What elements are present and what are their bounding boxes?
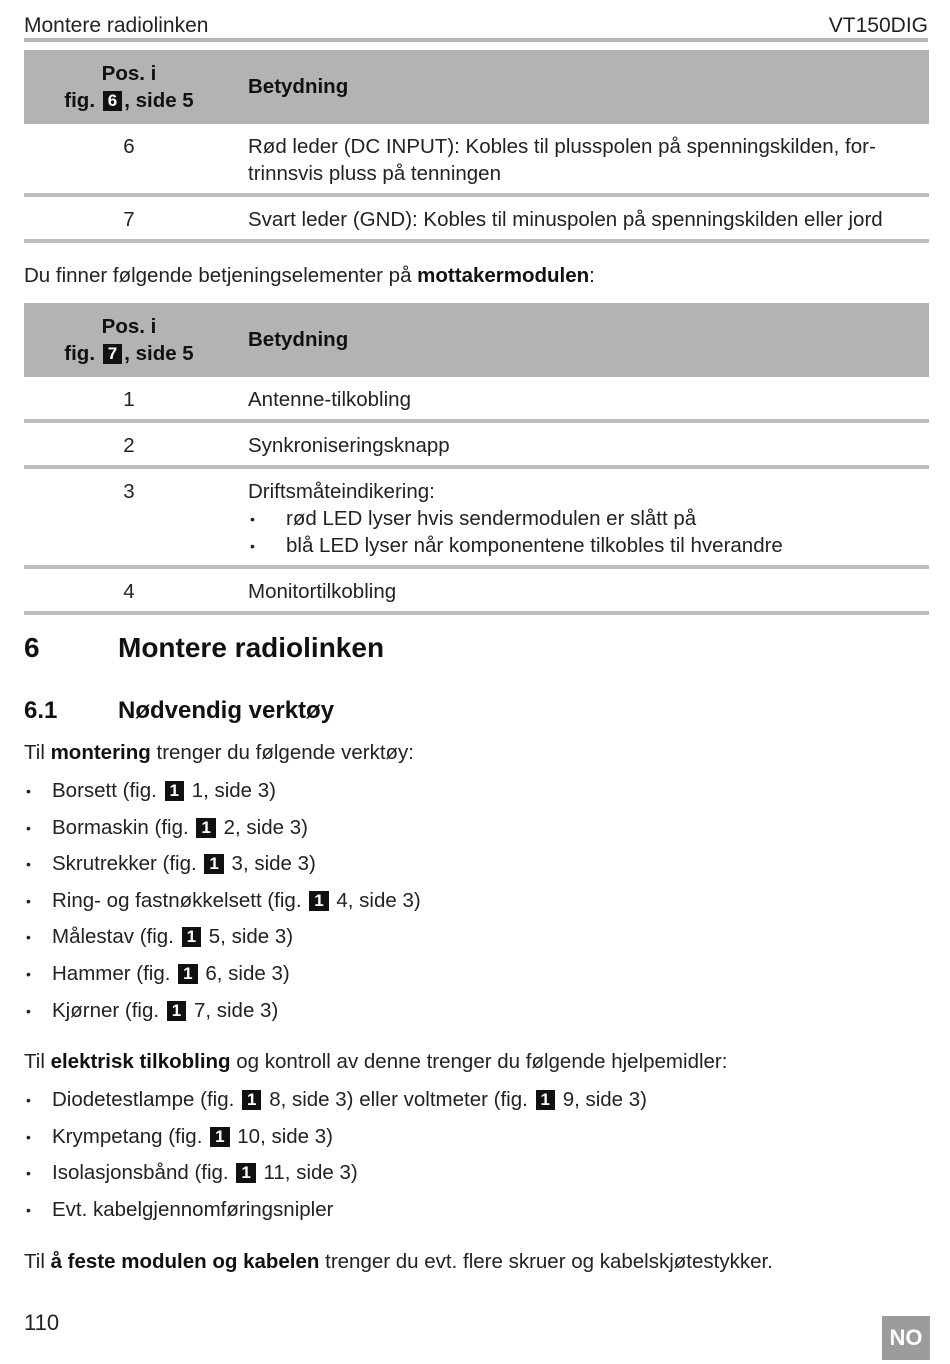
list-item: • Borsett (fig. 1 1, side 3) [24, 776, 421, 813]
table-receiver-elements [24, 303, 929, 615]
fig-ref-badge: 1 [204, 854, 223, 874]
list-item: • Bormaskin (fig. 1 2, side 3) [24, 813, 421, 850]
cell-pos: 2 [24, 421, 234, 467]
table-row [24, 567, 929, 613]
page-header [24, 8, 928, 38]
cell-desc: Svart leder (GND): Kobles til minuspolen på spenningskilden eller jord [234, 195, 929, 241]
subsection-heading [24, 697, 334, 725]
fig-ref-badge: 1 [182, 927, 201, 947]
cell-pos: 6 [24, 124, 234, 195]
elektrisk-paragraph: Til elektrisk tilkobling og kontroll av denne trenger du følgende hjelpemidler: [24, 1050, 728, 1073]
list-item: • rød LED lyser hvis sendermodulen er slått på [248, 505, 929, 532]
col-header-desc: Betydning [234, 50, 929, 124]
fig-ref-badge: 6 [103, 91, 122, 111]
table-row [24, 467, 929, 567]
cell-desc: Synkroniseringsknapp [234, 421, 929, 467]
section-title: Montere radiolinken [118, 632, 385, 663]
cell-desc: Monitortilkobling [234, 567, 929, 613]
indicator-list [248, 505, 929, 559]
table-row [24, 377, 929, 421]
col-header-pos: Pos. i fig. 7 , side 5 [24, 303, 234, 377]
header-chapter: Montere radiolinken [24, 14, 209, 37]
list-item: • Evt. kabelgjennomføringsnipler [24, 1195, 647, 1232]
section-number: 6 [24, 632, 40, 663]
fig-ref-badge: 1 [242, 1090, 261, 1110]
cell-pos: 7 [24, 195, 234, 241]
header-model: VT150DIG [828, 14, 928, 37]
list-item: • Ring- og fastnøkkelsett (fig. 1 4, side 3) [24, 886, 421, 923]
feste-paragraph: Til å feste modulen og kabelen trenger du evt. flere skruer og kabelskjøtestykker. [24, 1250, 773, 1273]
fig-ref-badge: 1 [167, 1001, 186, 1021]
cell-desc: Driftsmåteindikering: • rød LED lyser hvis sendermodulen er slått på • blå LED lyser når komponentene tilkobles til hverandre [234, 467, 929, 567]
table-transmitter-leads [24, 50, 929, 243]
intro-paragraph: Du finner følgende betjeningselementer på mottakermodulen: [24, 264, 595, 287]
list-item: • Kjørner (fig. 1 7, side 3) [24, 996, 421, 1033]
col-header-desc: Betydning [234, 303, 929, 377]
aids-list [24, 1085, 647, 1231]
cell-desc: Rød leder (DC INPUT): Kobles til plusspolen på spenningskilden, for- trinnsvis pluss på tenningen [234, 124, 929, 195]
header-rule [24, 38, 928, 42]
cell-pos: 1 [24, 377, 234, 421]
table-header-row [24, 50, 929, 124]
list-item: • Skrutrekker (fig. 1 3, side 3) [24, 849, 421, 886]
list-item: • blå LED lyser når komponentene tilkobles til hverandre [248, 532, 929, 559]
fig-ref-badge: 1 [236, 1163, 255, 1183]
cell-desc: Antenne-tilkobling [234, 377, 929, 421]
list-item: • Krympetang (fig. 1 10, side 3) [24, 1122, 647, 1159]
language-badge: NO [882, 1316, 930, 1360]
tools-list [24, 776, 421, 1032]
section-heading [24, 632, 384, 664]
montering-paragraph: Til montering trenger du følgende verktøy: [24, 741, 415, 764]
fig-ref-badge: 1 [210, 1127, 229, 1147]
subsection-number: 6.1 [24, 697, 58, 724]
list-item: • Diodetestlampe (fig. 1 8, side 3) eller voltmeter (fig. 1 9, side 3) [24, 1085, 647, 1122]
fig-ref-badge: 1 [196, 818, 215, 838]
table-row [24, 421, 929, 467]
cell-pos: 4 [24, 567, 234, 613]
table-row [24, 124, 929, 195]
list-item: • Isolasjonsbånd (fig. 1 11, side 3) [24, 1158, 647, 1195]
cell-pos: 3 [24, 467, 234, 567]
fig-ref-badge: 7 [103, 344, 122, 364]
fig-ref-badge: 1 [165, 781, 184, 801]
list-item: • Målestav (fig. 1 5, side 3) [24, 922, 421, 959]
col-header-pos: Pos. i fig. 6 , side 5 [24, 50, 234, 124]
table-row [24, 195, 929, 241]
fig-ref-badge: 1 [309, 891, 328, 911]
page-number: 110 [24, 1310, 60, 1335]
fig-ref-badge: 1 [178, 964, 197, 984]
list-item: • Hammer (fig. 1 6, side 3) [24, 959, 421, 996]
subsection-title: Nødvendig verktøy [118, 697, 335, 724]
table-header-row [24, 303, 929, 377]
fig-ref-badge: 1 [536, 1090, 555, 1110]
